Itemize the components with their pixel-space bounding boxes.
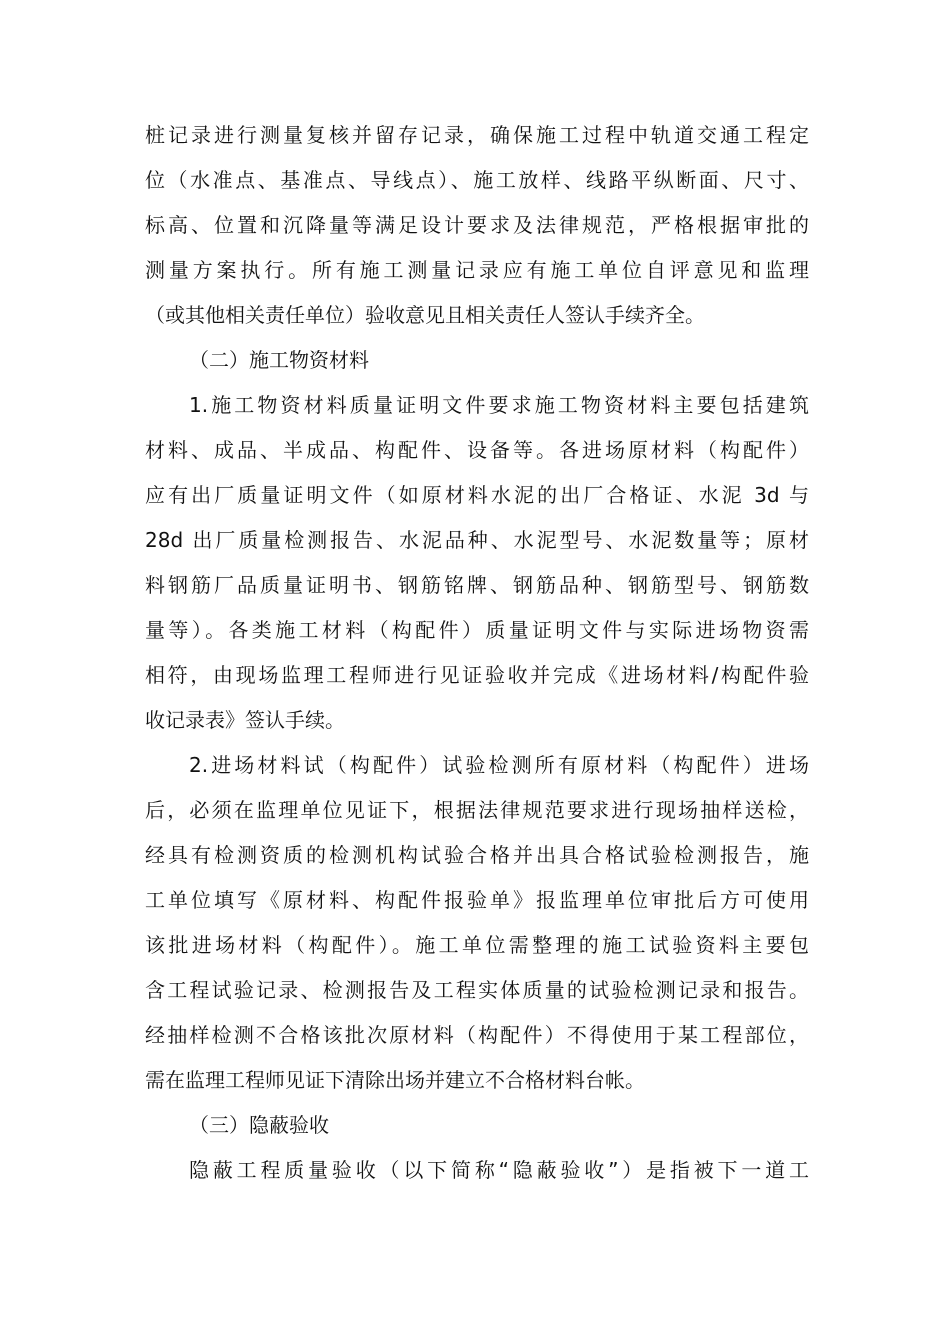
- paragraph-2-line-7: 经抽样检测不合格该批次原材料（构配件）不得使用于某工程部位，: [145, 1023, 809, 1047]
- body-line-1: 桩记录进行测量复核并留存记录，确保施工过程中轨道交通工程定: [145, 123, 809, 147]
- paragraph-1-line-1: 1.施工物资材料质量证明文件要求施工物资材料主要包括建筑: [189, 393, 809, 417]
- paragraph-2-line-6: 含工程试验记录、检测报告及工程实体质量的试验检测记录和报告。: [145, 978, 809, 1002]
- section-heading-2: （二）施工物资材料: [189, 348, 369, 372]
- paragraph-2-line-3: 经具有检测资质的检测机构试验合格并出具合格试验检测报告，施: [145, 843, 809, 867]
- paragraph-1-line-2: 材料、成品、半成品、构配件、设备等。各进场原材料（构配件）: [145, 438, 809, 462]
- paragraph-2-line-4: 工单位填写《原材料、构配件报验单》报监理单位审批后方可使用: [145, 888, 809, 912]
- paragraph-2-line-5: 该批进场材料（构配件）。施工单位需整理的施工试验资料主要包: [145, 933, 809, 957]
- paragraph-3-line-1: 隐蔽工程质量验收（以下简称“隐蔽验收”）是指被下一道工: [189, 1158, 809, 1182]
- body-line-3: 标高、位置和沉降量等满足设计要求及法律规范，严格根据审批的: [145, 213, 809, 237]
- body-line-5: （或其他相关责任单位）验收意见且相关责任人签认手续齐全。: [145, 303, 705, 327]
- section-heading-3: （三）隐蔽验收: [189, 1113, 329, 1137]
- paragraph-1-line-7: 相符，由现场监理工程师进行见证验收并完成《进场材料/构配件验: [145, 663, 809, 687]
- paragraph-1-line-8: 收记录表》签认手续。: [145, 708, 345, 732]
- body-line-4: 测量方案执行。所有施工测量记录应有施工单位自评意见和监理: [145, 258, 809, 282]
- paragraph-2-line-2: 后，必须在监理单位见证下，根据法律规范要求进行现场抽样送检，: [145, 798, 809, 822]
- paragraph-1-line-4: 28d 出厂质量检测报告、水泥品种、水泥型号、水泥数量等；原材: [145, 528, 809, 552]
- paragraph-2-line-8: 需在监理工程师见证下清除出场并建立不合格材料台帐。: [145, 1068, 645, 1092]
- paragraph-1-line-3: 应有出厂质量证明文件（如原材料水泥的出厂合格证、水泥 3d 与: [145, 483, 809, 507]
- paragraph-2-line-1: 2.进场材料试（构配件）试验检测所有原材料（构配件）进场: [189, 753, 809, 777]
- paragraph-1-line-6: 量等）。各类施工材料（构配件）质量证明文件与实际进场物资需: [145, 618, 809, 642]
- paragraph-1-line-5: 料钢筋厂品质量证明书、钢筋铭牌、钢筋品种、钢筋型号、钢筋数: [145, 573, 809, 597]
- body-line-2: 位（水准点、基准点、导线点）、施工放样、线路平纵断面、尺寸、: [145, 168, 809, 192]
